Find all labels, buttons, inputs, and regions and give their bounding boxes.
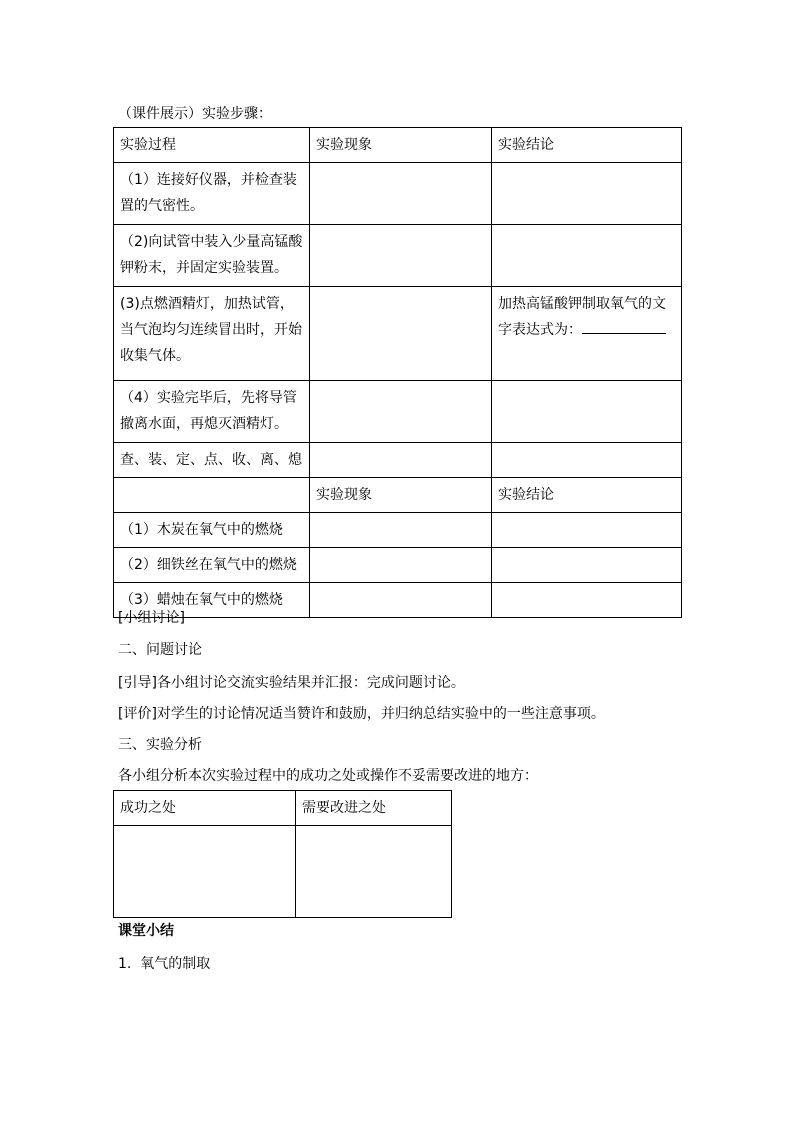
section-three-heading: 三、实验分析: [118, 737, 202, 753]
analysis-body-row: [114, 826, 452, 918]
conclusion-cell: [492, 443, 682, 478]
table-row: [114, 513, 682, 548]
phenomenon-cell: [310, 443, 492, 478]
header-phenomenon: 实验现象: [310, 128, 492, 163]
phenomenon-cell: [310, 548, 492, 583]
improvement-cell[interactable]: [296, 826, 452, 918]
phenomenon-cell: [310, 583, 492, 618]
process-cell: 查、装、定、点、收、离、熄: [114, 443, 310, 478]
summary-item-number: 1.: [118, 956, 132, 972]
header-success: 成功之处: [114, 791, 296, 826]
phenomenon-cell: [310, 163, 492, 225]
table-row: [114, 443, 682, 478]
conclusion-cell: [492, 583, 682, 618]
conclusion-text: 加热高锰酸钾制取氧气的文字表达式为：: [498, 296, 666, 338]
evaluation-paragraph: [评价]对学生的讨论情况适当赞许和鼓励，并归纳总结实验中的一些注意事项。: [118, 706, 605, 722]
table-header-row: [114, 128, 682, 163]
process-cell: （4）实验完毕后，先将导管撤离水面，再熄灭酒精灯。: [114, 381, 310, 443]
summary-title: 课堂小结: [118, 923, 174, 939]
process-cell: （3）蜡烛在氧气中的燃烧: [114, 583, 310, 618]
phenomenon-cell: [310, 513, 492, 548]
analysis-header-row: [114, 791, 452, 826]
summary-item-text: 氧气的制取: [140, 956, 211, 972]
group-discussion-label: [小组讨论]: [118, 610, 185, 626]
table-subheader-row: [114, 478, 682, 513]
experiment-table: [113, 127, 682, 618]
conclusion-cell: [492, 381, 682, 443]
table-row: [114, 163, 682, 225]
table-row: [114, 225, 682, 287]
header-improvement: 需要改进之处: [296, 791, 452, 826]
summary-list-item: [118, 954, 210, 974]
table-row: [114, 548, 682, 583]
analysis-paragraph: 各小组分析本次实验过程中的成功之处或操作不妥需要改进的地方：: [118, 768, 538, 784]
success-cell[interactable]: [114, 826, 296, 918]
phenomenon-cell: [310, 225, 492, 287]
process-cell: （1）连接好仪器，并检查装置的气密性。: [114, 163, 310, 225]
conclusion-cell: [492, 163, 682, 225]
subheader-empty: [114, 478, 310, 513]
section-two-heading: 二、问题讨论: [118, 642, 202, 658]
table-row: [114, 381, 682, 443]
guide-paragraph: [引导]各小组讨论交流实验结果并汇报：完成问题讨论。: [118, 675, 465, 691]
phenomenon-cell: [310, 381, 492, 443]
intro-text: （课件展示）实验步骤：: [118, 106, 272, 122]
conclusion-cell: [492, 513, 682, 548]
process-cell: （2)向试管中装入少量高锰酸钾粉末，并固定实验装置。: [114, 225, 310, 287]
table-row: [114, 287, 682, 381]
process-cell: (3)点燃酒精灯，加热试管，当气泡均匀连续冒出时，开始收集气体。: [114, 287, 310, 381]
phenomenon-cell: [310, 287, 492, 381]
process-cell: （1）木炭在氧气中的燃烧: [114, 513, 310, 548]
header-conclusion: 实验结论: [492, 128, 682, 163]
subheader-conclusion: 实验结论: [492, 478, 682, 513]
conclusion-cell: [492, 287, 682, 381]
header-process: 实验过程: [114, 128, 310, 163]
answer-blank[interactable]: [582, 317, 666, 334]
process-cell: （2）细铁丝在氧气中的燃烧: [114, 548, 310, 583]
table-row: [114, 583, 682, 618]
analysis-table: [113, 790, 452, 918]
subheader-phenomenon: 实验现象: [310, 478, 492, 513]
conclusion-cell: [492, 548, 682, 583]
conclusion-cell: [492, 225, 682, 287]
